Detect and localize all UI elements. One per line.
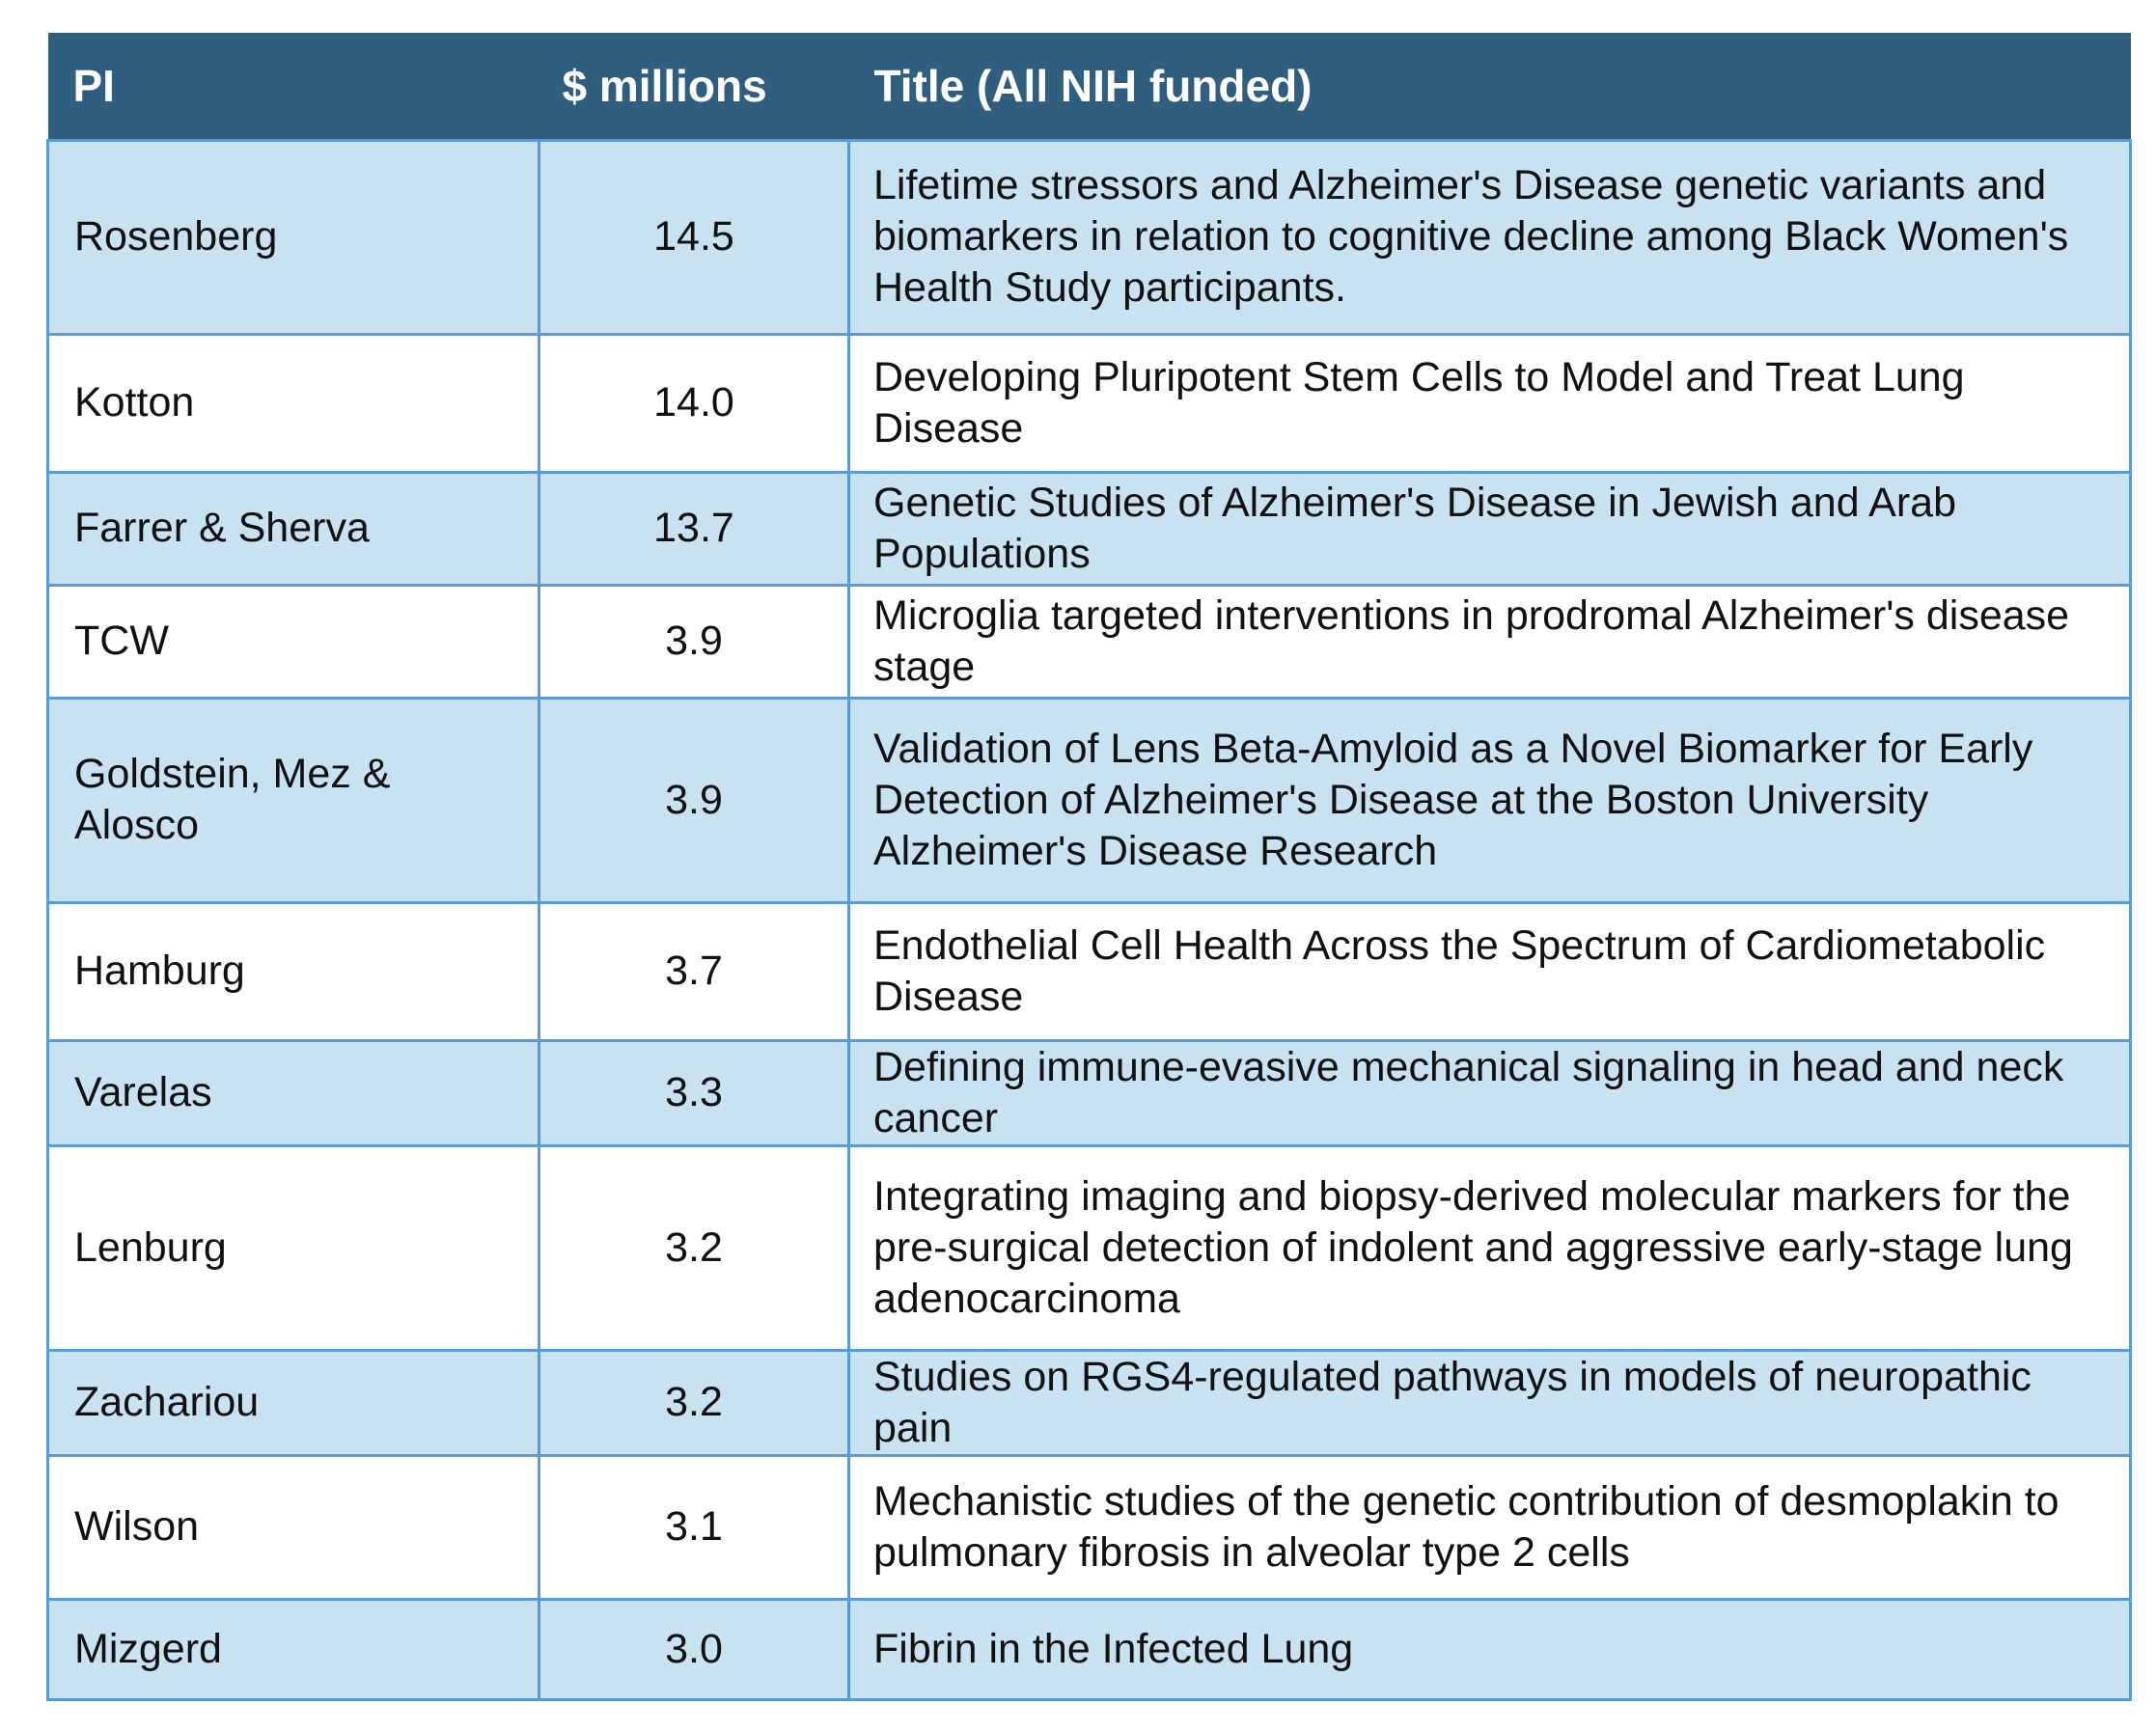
header-title: Title (All NIH funded)	[849, 33, 2131, 140]
table-body	[48, 140, 2131, 1699]
funding-table-container	[46, 33, 2129, 1701]
pi-cell: Lenburg	[48, 1145, 539, 1350]
table-row	[48, 902, 2131, 1040]
title-cell: Integrating imaging and biopsy-derived molecular markers for the pre-surgical detection of indolent and aggressive early-stage lung adenocarcinoma	[849, 1145, 2131, 1350]
pi-cell: Mizgerd	[48, 1599, 539, 1699]
title-cell: Lifetime stressors and Alzheimer's Disease genetic variants and biomarkers in relation to cognitive decline among Black Women's Health Study participants.	[849, 140, 2131, 334]
amount-cell: 3.9	[539, 698, 849, 902]
pi-cell: TCW	[48, 585, 539, 698]
table-row	[48, 698, 2131, 902]
header-row	[48, 33, 2131, 140]
table-row	[48, 140, 2131, 334]
table-row	[48, 1145, 2131, 1350]
title-cell: Genetic Studies of Alzheimer's Disease in Jewish and Arab Populations	[849, 472, 2131, 585]
amount-cell: 14.0	[539, 334, 849, 472]
title-cell: Fibrin in the Infected Lung	[849, 1599, 2131, 1699]
pi-cell: Hamburg	[48, 902, 539, 1040]
title-cell: Studies on RGS4-regulated pathways in models of neuropathic pain	[849, 1350, 2131, 1455]
title-cell: Developing Pluripotent Stem Cells to Model and Treat Lung Disease	[849, 334, 2131, 472]
pi-cell: Rosenberg	[48, 140, 539, 334]
amount-cell: 13.7	[539, 472, 849, 585]
amount-cell: 3.0	[539, 1599, 849, 1699]
amount-cell: 3.7	[539, 902, 849, 1040]
amount-cell: 3.1	[539, 1455, 849, 1599]
amount-cell: 3.3	[539, 1040, 849, 1145]
pi-cell: Farrer & Sherva	[48, 472, 539, 585]
pi-cell: Wilson	[48, 1455, 539, 1599]
amount-cell: 14.5	[539, 140, 849, 334]
table-row	[48, 472, 2131, 585]
title-cell: Endothelial Cell Health Across the Spectrum of Cardiometabolic Disease	[849, 902, 2131, 1040]
table-row	[48, 1350, 2131, 1455]
funding-table	[46, 33, 2132, 1701]
table-row	[48, 1455, 2131, 1599]
title-cell: Defining immune-evasive mechanical signaling in head and neck cancer	[849, 1040, 2131, 1145]
pi-cell: Kotton	[48, 334, 539, 472]
pi-cell: Zachariou	[48, 1350, 539, 1455]
table-row	[48, 1599, 2131, 1699]
table-row	[48, 334, 2131, 472]
amount-cell: 3.2	[539, 1145, 849, 1350]
header-pi: PI	[48, 33, 539, 140]
amount-cell: 3.9	[539, 585, 849, 698]
title-cell: Microglia targeted interventions in prodromal Alzheimer's disease stage	[849, 585, 2131, 698]
table-row	[48, 585, 2131, 698]
amount-cell: 3.2	[539, 1350, 849, 1455]
pi-cell: Varelas	[48, 1040, 539, 1145]
table-header	[48, 33, 2131, 140]
header-amount: $ millions	[539, 33, 849, 140]
title-cell: Mechanistic studies of the genetic contribution of desmoplakin to pulmonary fibrosis in alveolar type 2 cells	[849, 1455, 2131, 1599]
pi-cell: Goldstein, Mez & Alosco	[48, 698, 539, 902]
title-cell: Validation of Lens Beta-Amyloid as a Novel Biomarker for Early Detection of Alzheimer's Disease at the Boston University Alzheimer's Disease Research	[849, 698, 2131, 902]
table-row	[48, 1040, 2131, 1145]
